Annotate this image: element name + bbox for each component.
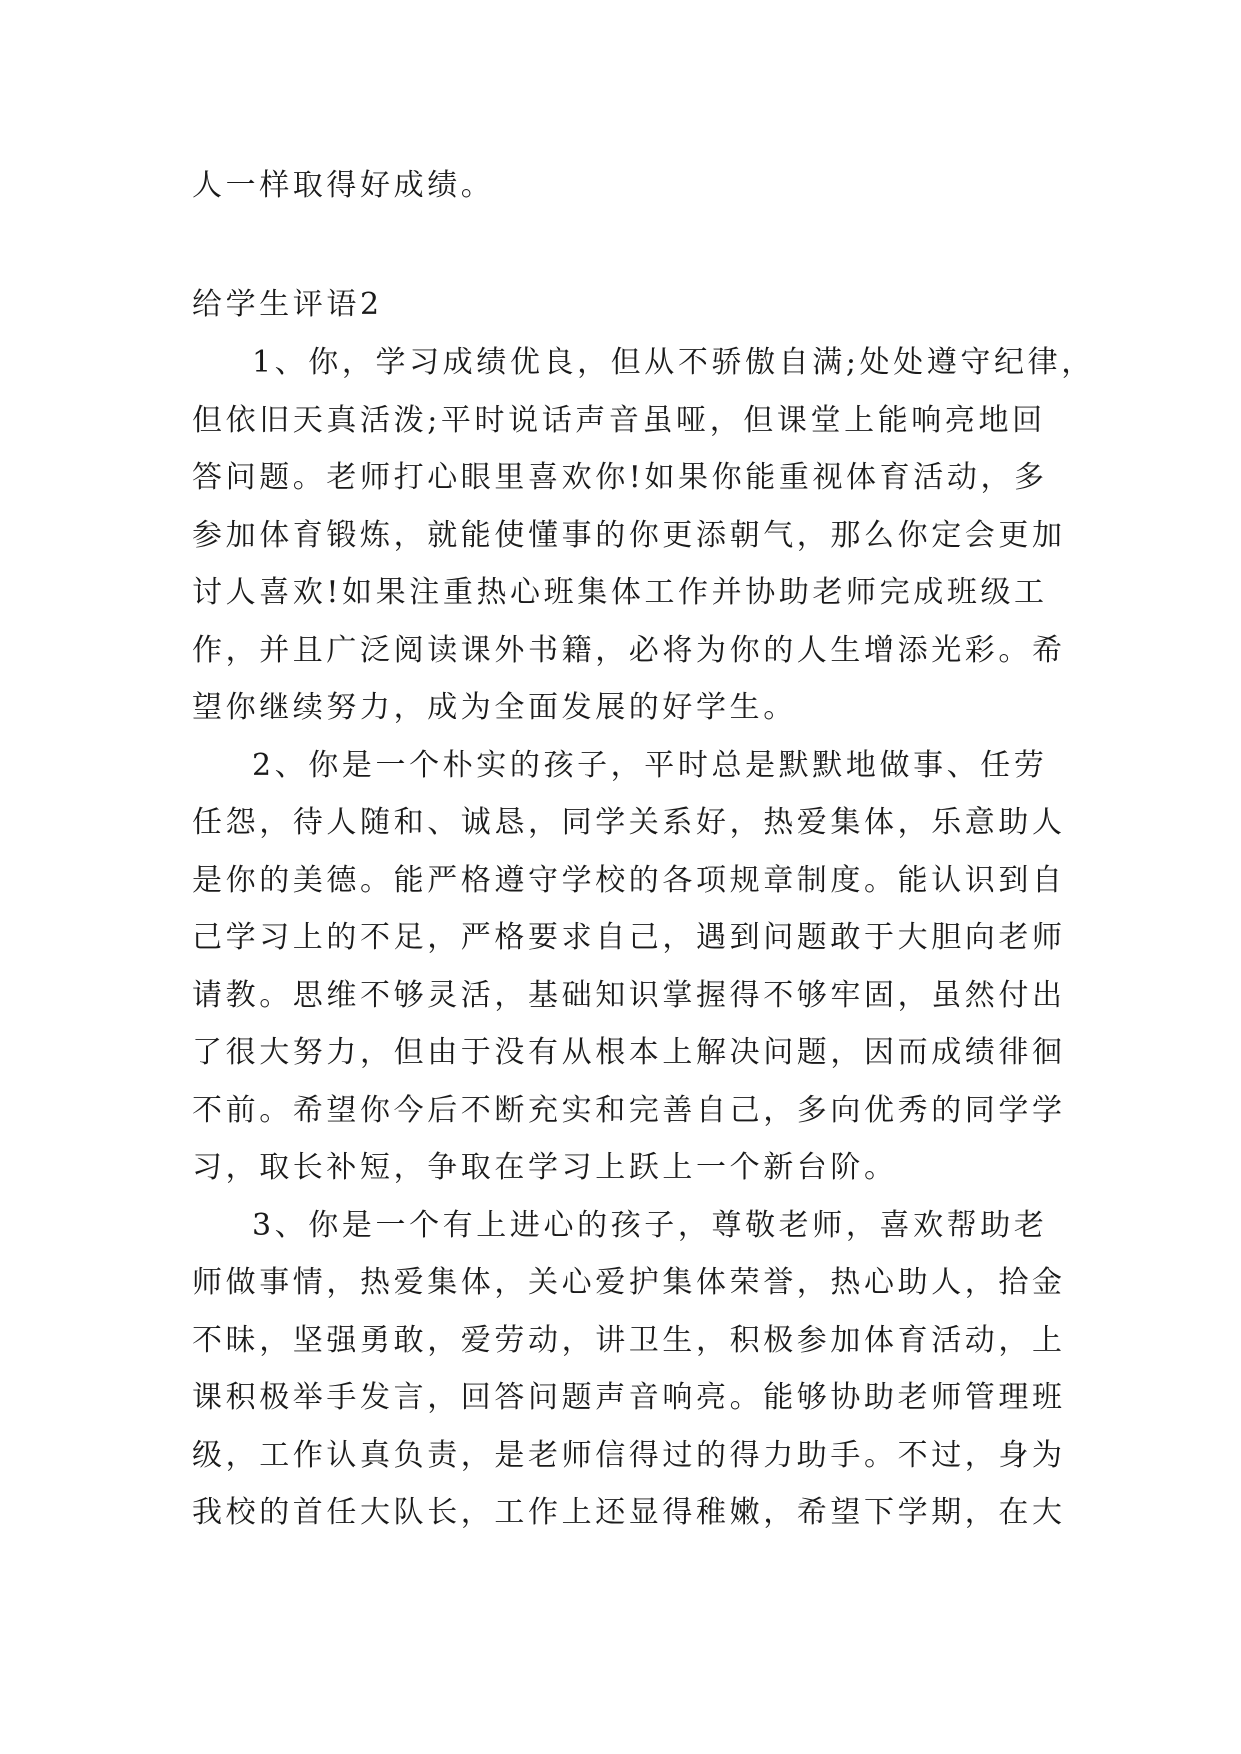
comment-body [192, 334, 1095, 1542]
paragraph-line: 但依旧天真活泼;平时说话声音虽哑，但课堂上能响亮地回 [192, 402, 1046, 438]
paragraph-line: 师做事情，热爱集体，关心爱护集体荣誉，热心助人，拾金 [192, 1265, 1066, 1300]
paragraph-line: 级，工作认真负责，是老师信得过的得力助手。不过，身为 [192, 1437, 1066, 1473]
paragraph-first-line: 3、你是一个有上进心的孩子，尊敬老师，喜欢帮助老 [252, 1207, 1048, 1243]
paragraph-line: 答问题。老师打心眼里喜欢你!如果你能重视体育活动，多 [192, 460, 1048, 495]
paragraph-line: 望你继续努力，成为全面发展的好学生。 [192, 690, 797, 725]
section-heading: 给学生评语2 [192, 287, 383, 322]
paragraph-line: 习，取长补短，争取在学习上跃上一个新台阶。 [192, 1150, 898, 1185]
paragraph-line: 是你的美德。能严格遵守学校的各项规章制度。能认识到自 [192, 862, 1066, 898]
paragraph-line: 了很大努力，但由于没有从根本上解决问题，因而成绩徘徊 [192, 1035, 1066, 1070]
paragraph-line: 作，并且广泛阅读课外书籍，必将为你的人生增添光彩。希 [192, 632, 1066, 668]
paragraph-line: 不昧，坚强勇敢，爱劳动，讲卫生，积极参加体育活动，上 [192, 1322, 1066, 1358]
paragraph-first-line: 1、你，学习成绩优良，但从不骄傲自满;处处遵守纪律， [252, 345, 1095, 380]
paragraph-line: 我校的首任大队长，工作上还显得稚嫩，希望下学期，在大 [192, 1495, 1066, 1530]
paragraph-first-line: 2、你是一个朴实的孩子，平时总是默默地做事、任劳 [252, 747, 1048, 783]
paragraph-line: 参加体育锻炼，就能使懂事的你更添朝气，那么你定会更加 [192, 517, 1066, 553]
continuation-paragraph: 人一样取得好成绩。 [192, 168, 495, 203]
paragraph-line: 讨人喜欢!如果注重热心班集体工作并协助老师完成班级工 [192, 575, 1048, 610]
paragraph-line: 任怨，待人随和、诚恳，同学关系好，热爱集体，乐意助人 [192, 805, 1066, 840]
paragraph-line: 不前。希望你今后不断充实和完善自己，多向优秀的同学学 [192, 1092, 1066, 1128]
paragraph-line: 课积极举手发言，回答问题声音响亮。能够协助老师管理班 [192, 1380, 1066, 1415]
paragraph-line: 请教。思维不够灵活，基础知识掌握得不够牢固，虽然付出 [192, 977, 1066, 1013]
paragraph-line: 己学习上的不足，严格要求自己，遇到问题敢于大胆向老师 [192, 920, 1066, 955]
